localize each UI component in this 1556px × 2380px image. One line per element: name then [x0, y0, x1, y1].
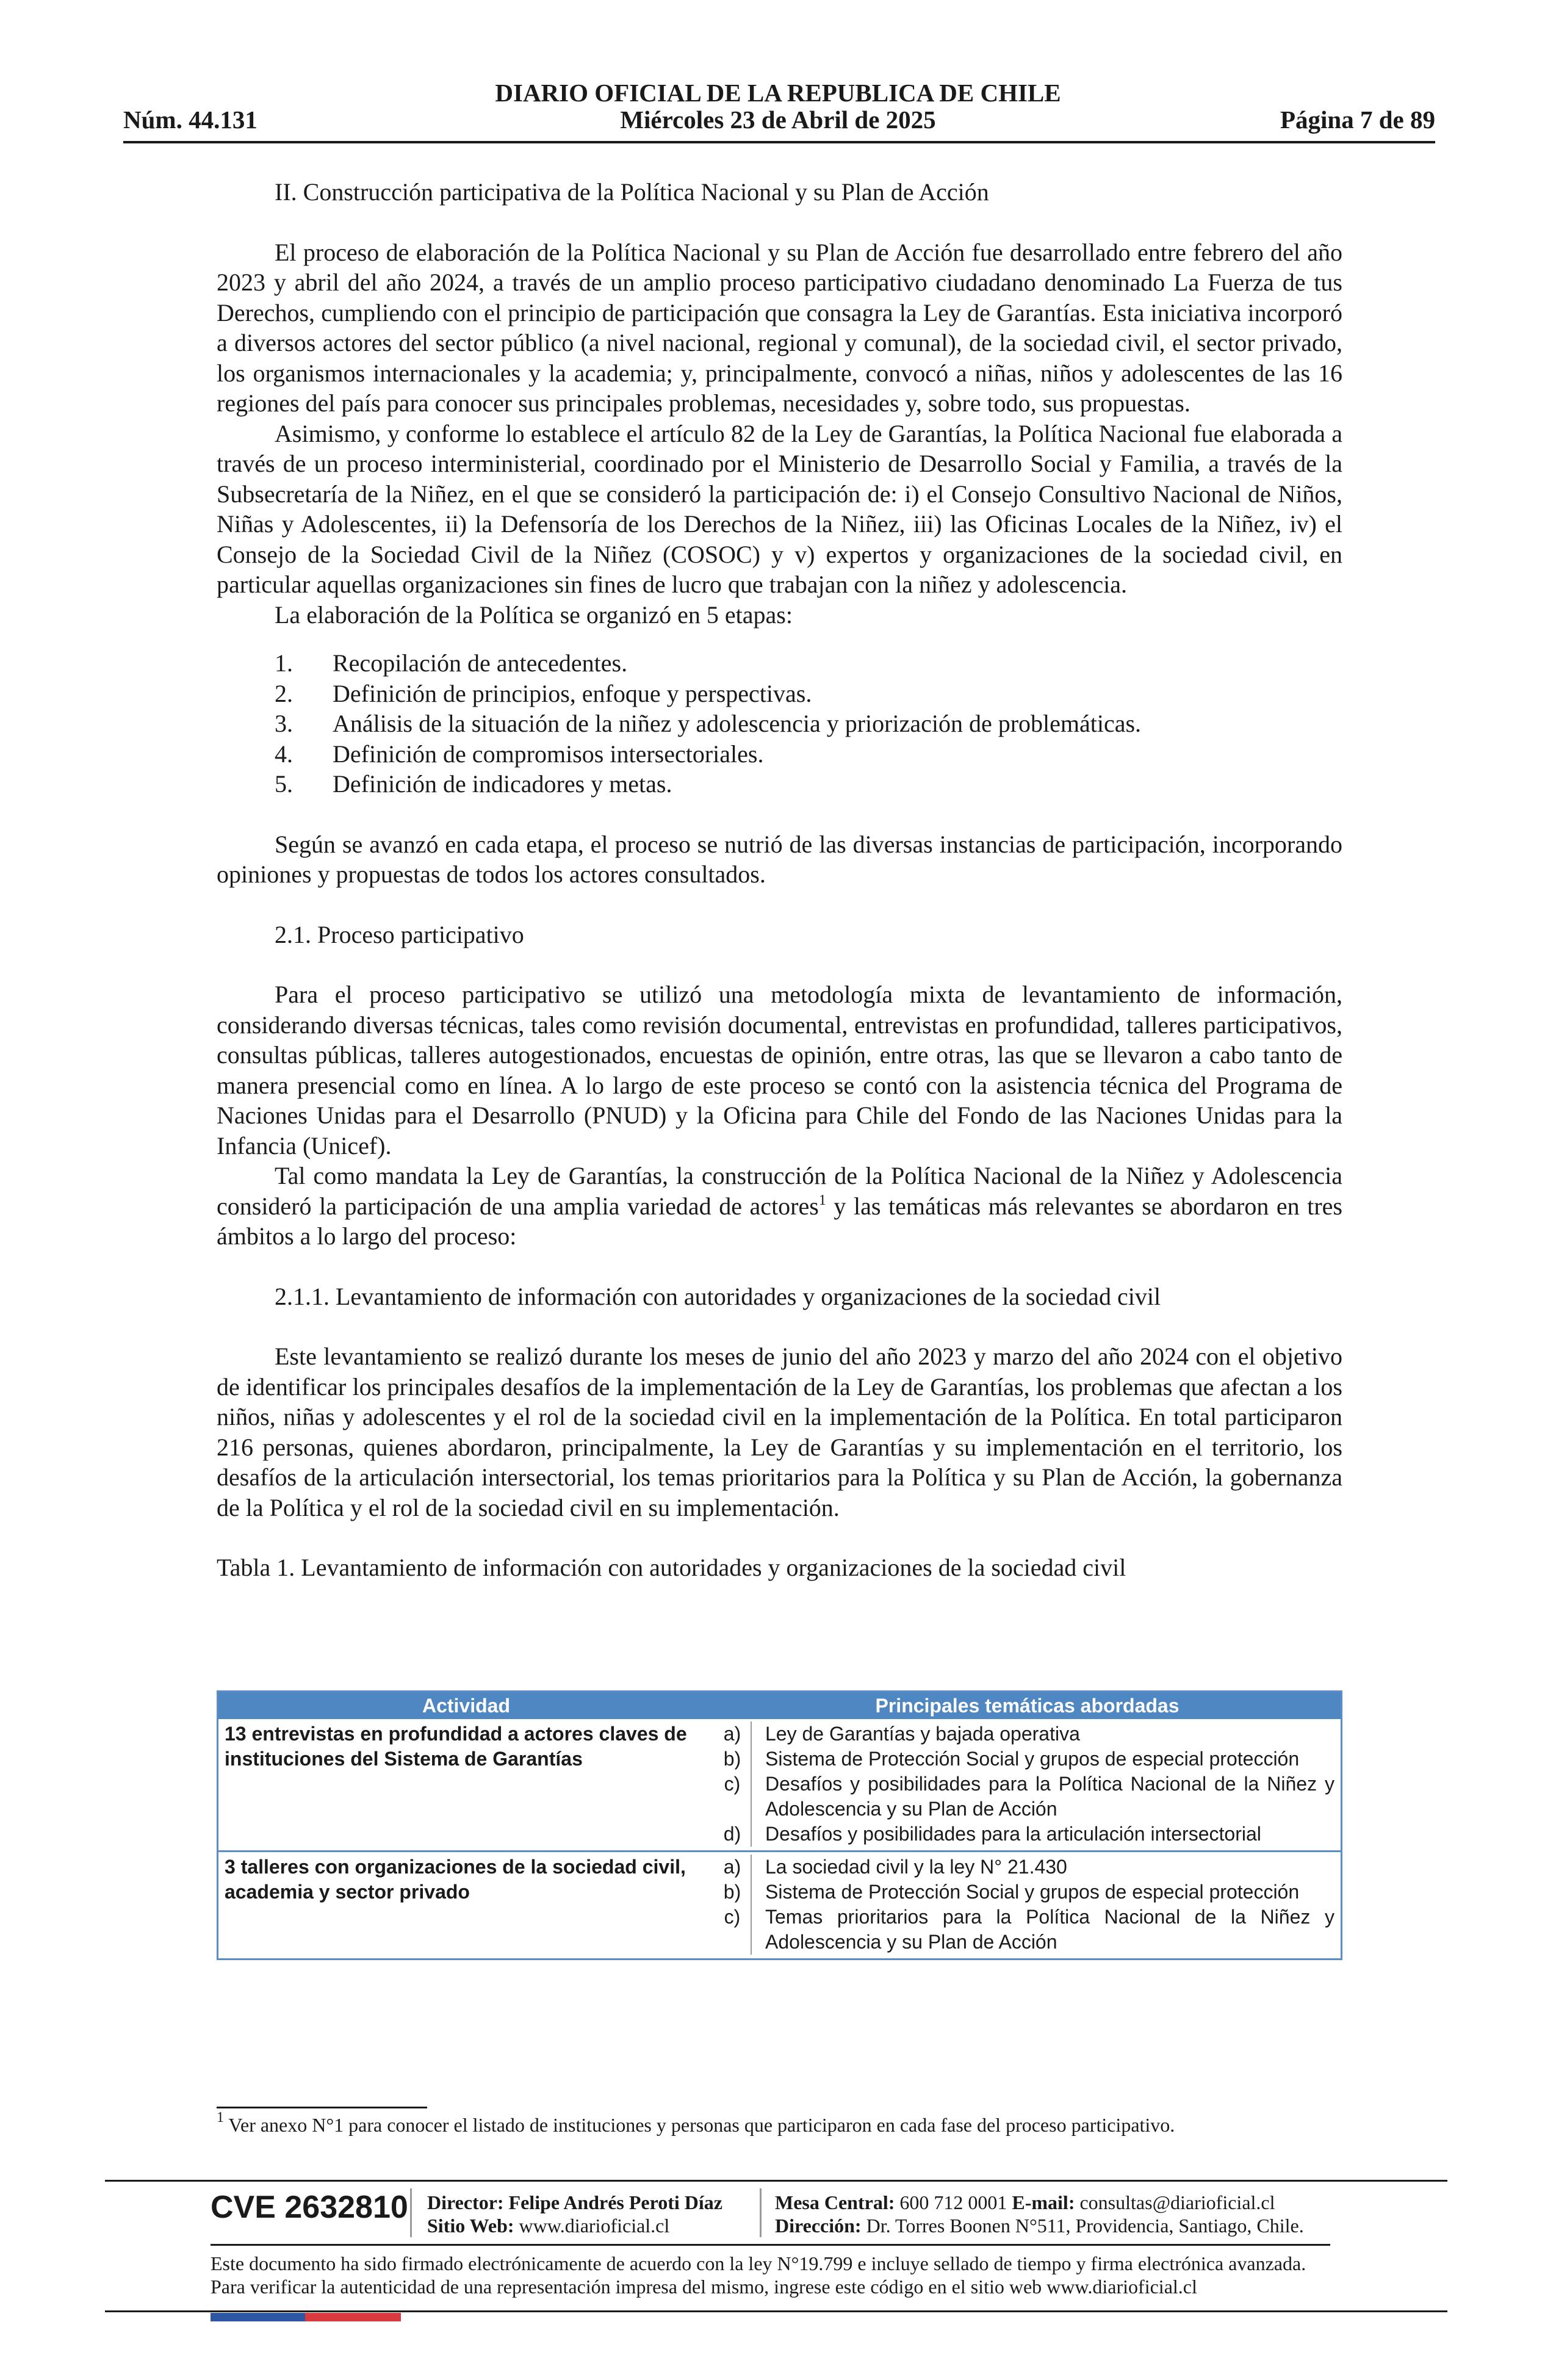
list-item: 2. Definición de principios, enfoque y perspectivas.	[275, 679, 812, 707]
footnote-mark: 1	[217, 2110, 224, 2126]
address: Dr. Torres Boonen N°511, Providencia, Santiago, Chile.	[866, 2215, 1304, 2237]
paragraph: Asimismo, y conforme lo establece el artículo 82 de la Ley de Garantías, la Política Nacional fue elaborada a través de un proceso interministerial, coordinado por el Ministerio de Desarrollo Social y Familia, a través de la Subsecretaría de la Niñez, en el que se consideró la participación de: i) el Consejo Consultivo Nacional de Niños, Niñas y Adolescentes, ii) la Defensoría de los Derechos de la Niñez, iii) las Oficinas Locales de la Niñez, iv) el Consejo de la Sociedad Civil de la Niñez (COSOC) y v) expertos y organizaciones de la sociedad civil, en particular aquellas organizaciones sin fines de lucro que trabajan con la niñez y adolescencia.	[217, 419, 1342, 598]
column-header-activity: Actividad	[422, 1695, 511, 1717]
website-link[interactable]: www.diarioficial.cl	[519, 2215, 670, 2237]
activity-cell: 3 talleres con organizaciones de la sociedad civil, academia y sector privado	[225, 1856, 686, 1903]
section-title: II. Construcción participativa de la Política Nacional y su Plan de Acción	[275, 178, 989, 206]
legal-notice: Este documento ha sido firmado electrónicamente de acuerdo con la ley N°19.799 e incluye sellado de tiempo y firma electrónica avanzada. Para verificar la autenticidad de una representación impresa del mismo, ingrese este código en el sitio web www.diarioficial.cl	[211, 2252, 1306, 2298]
subsection-title: 2.1. Proceso participativo	[275, 920, 524, 948]
table-header	[218, 1692, 1341, 1719]
activity-cell: 13 entrevistas en profundidad a actores claves de instituciones del Sistema de Garantías	[225, 1723, 687, 1770]
stages-list	[217, 648, 1342, 799]
column-header-topics: Principales temáticas abordadas	[875, 1695, 1180, 1717]
topic-item: b) Sistema de Protección Social y grupos de especial protección	[714, 1747, 1341, 1772]
footer-contact-block: Mesa Central: 600 712 0001 E-mail: consultas@diarioficial.cl Dirección: Dr. Torres Boonen N°511, Providencia, Santiago, Chile.	[775, 2191, 1304, 2237]
list-item: 1. Recopilación de antecedentes.	[275, 649, 628, 677]
topics-cell	[714, 1855, 1341, 1955]
paragraph: El proceso de elaboración de la Política Nacional y su Plan de Acción fue desarrollado entre febrero del año 2023 y abril del año 2024, a través de un amplio proceso participativo ciudadano denominado La Fuerza de tus Derechos, cumpliendo con el principio de participación que consagra la Ley de Garantías. Esta iniciativa incorporó a diversos actores del sector público (a nivel nacional, regional y comunal), de la sociedad civil, el sector privado, los organismos internacionales y la academia; y, principalmente, convocó a niñas, niños y adolescentes de las 16 regiones del país para conocer sus principales problemas, necesidades y, sobre todo, sus propuestas.	[217, 238, 1342, 417]
topic-item: c) Temas prioritarios para la Política Nacional de la Niñez y Adolescencia y su Plan de Acción	[714, 1905, 1341, 1955]
publication-title: DIARIO OFICIAL DE LA REPUBLICA DE CHILE	[495, 79, 1061, 107]
flag-stripe-blue	[211, 2313, 305, 2321]
subsubsection-title: 2.1.1. Levantamiento de información con autoridades y organizaciones de la sociedad civil	[275, 1282, 1161, 1310]
table-row	[218, 1850, 1341, 1958]
footer-divider	[105, 2180, 1447, 2182]
topic-item: b) Sistema de Protección Social y grupos de especial protección	[714, 1880, 1341, 1905]
footer-separator	[760, 2188, 762, 2237]
document-body	[217, 177, 1342, 1583]
footnote-text: Ver anexo N°1 para conocer el listado de instituciones y personas que participaron en cada fase del proceso participativo.	[228, 2114, 1175, 2136]
topic-item: a) La sociedad civil y la ley N° 21.430	[714, 1855, 1341, 1880]
header-divider	[123, 141, 1435, 143]
table-row	[218, 1719, 1341, 1850]
phone-number: 600 712 0001	[899, 2191, 1007, 2213]
flag-stripe-red	[305, 2313, 401, 2321]
paragraph: Según se avanzó en cada etapa, el proceso se nutrió de las diversas instancias de participación, incorporando opiniones y propuestas de todos los actores consultados.	[217, 830, 1342, 888]
paragraph: La elaboración de la Política se organizó en 5 etapas:	[275, 600, 793, 629]
footer-divider	[211, 2244, 1330, 2246]
list-item: 3. Análisis de la situación de la niñez y adolescencia y priorización de problemáticas.	[275, 710, 1142, 737]
topic-item: a) Ley de Garantías y bajada operativa	[714, 1722, 1341, 1747]
footer-separator	[410, 2188, 412, 2237]
footer-divider	[105, 2310, 1447, 2312]
publication-date: Miércoles 23 de Abril de 2025	[620, 106, 936, 134]
topic-item: d) Desafíos y posibilidades para la articulación intersectorial	[714, 1822, 1341, 1847]
footnote	[217, 2110, 1376, 2137]
list-item: 4. Definición de compromisos intersectoriales.	[275, 740, 764, 768]
activities-table	[217, 1690, 1342, 1960]
paragraph: Para el proceso participativo se utilizó una metodología mixta de levantamiento de información, considerando diversas técnicas, tales como revisión documental, entrevistas en profundidad, talleres participativos, consultas públicas, talleres autogestionados, encuestas de opinión, entre otras, las que se llevaron a cabo tanto de manera presencial como en línea. A lo largo de este proceso se contó con la asistencia técnica del Programa de Naciones Unidas para el Desarrollo (PNUD) y la Oficina para Chile del Fondo de las Naciones Unidas para la Infancia (Unicef).	[217, 981, 1342, 1159]
footnote-reference[interactable]: 1	[818, 1192, 826, 1208]
email-link[interactable]: consultas@diarioficial.cl	[1079, 2191, 1275, 2213]
topics-cell	[714, 1722, 1341, 1847]
issue-number: Núm. 44.131	[123, 106, 258, 134]
footnote-divider	[217, 2107, 427, 2108]
page-header	[0, 0, 1556, 146]
page-number: Página 7 de 89	[1280, 106, 1435, 134]
footer-director-block: Director: Felipe Andrés Peroti Díaz Sitio Web: www.diarioficial.cl	[427, 2191, 722, 2237]
paragraph: Tal como mandata la Ley de Garantías, la construcción de la Política Nacional de la Niñez y Adolescencia consideró la participación de una amplia variedad de actores$^1$ y las temáticas más relevantes se abordaron en tres ámbitos a lo largo del proceso:	[217, 1162, 1342, 1250]
list-item: 5. Definición de indicadores y metas.	[275, 770, 672, 798]
topic-item: c) Desafíos y posibilidades para la Política Nacional de la Niñez y Adolescencia y su Plan de Acción	[714, 1772, 1341, 1822]
cve-code: CVE 2632810	[211, 2190, 408, 2225]
table-caption: Tabla 1. Levantamiento de información con autoridades y organizaciones de la sociedad civil	[217, 1554, 1126, 1581]
paragraph: Este levantamiento se realizó durante los meses de junio del año 2023 y marzo del año 2024 con el objetivo de identificar los principales desafíos de la implementación de la Ley de Garantías, los problemas que afectan a los niños, niñas y adolescentes y el rol de la sociedad civil en la implementación de la Política. En total participaron 216 personas, quienes abordaron, principalmente, la Ley de Garantías y su implementación en el territorio, los desafíos de la articulación intersectorial, los temas prioritarios para la Política y su Plan de Acción, la gobernanza de la Política y el rol de la sociedad civil en su implementación.	[217, 1343, 1342, 1521]
director-name: Felipe Andrés Peroti Díaz	[508, 2191, 722, 2213]
